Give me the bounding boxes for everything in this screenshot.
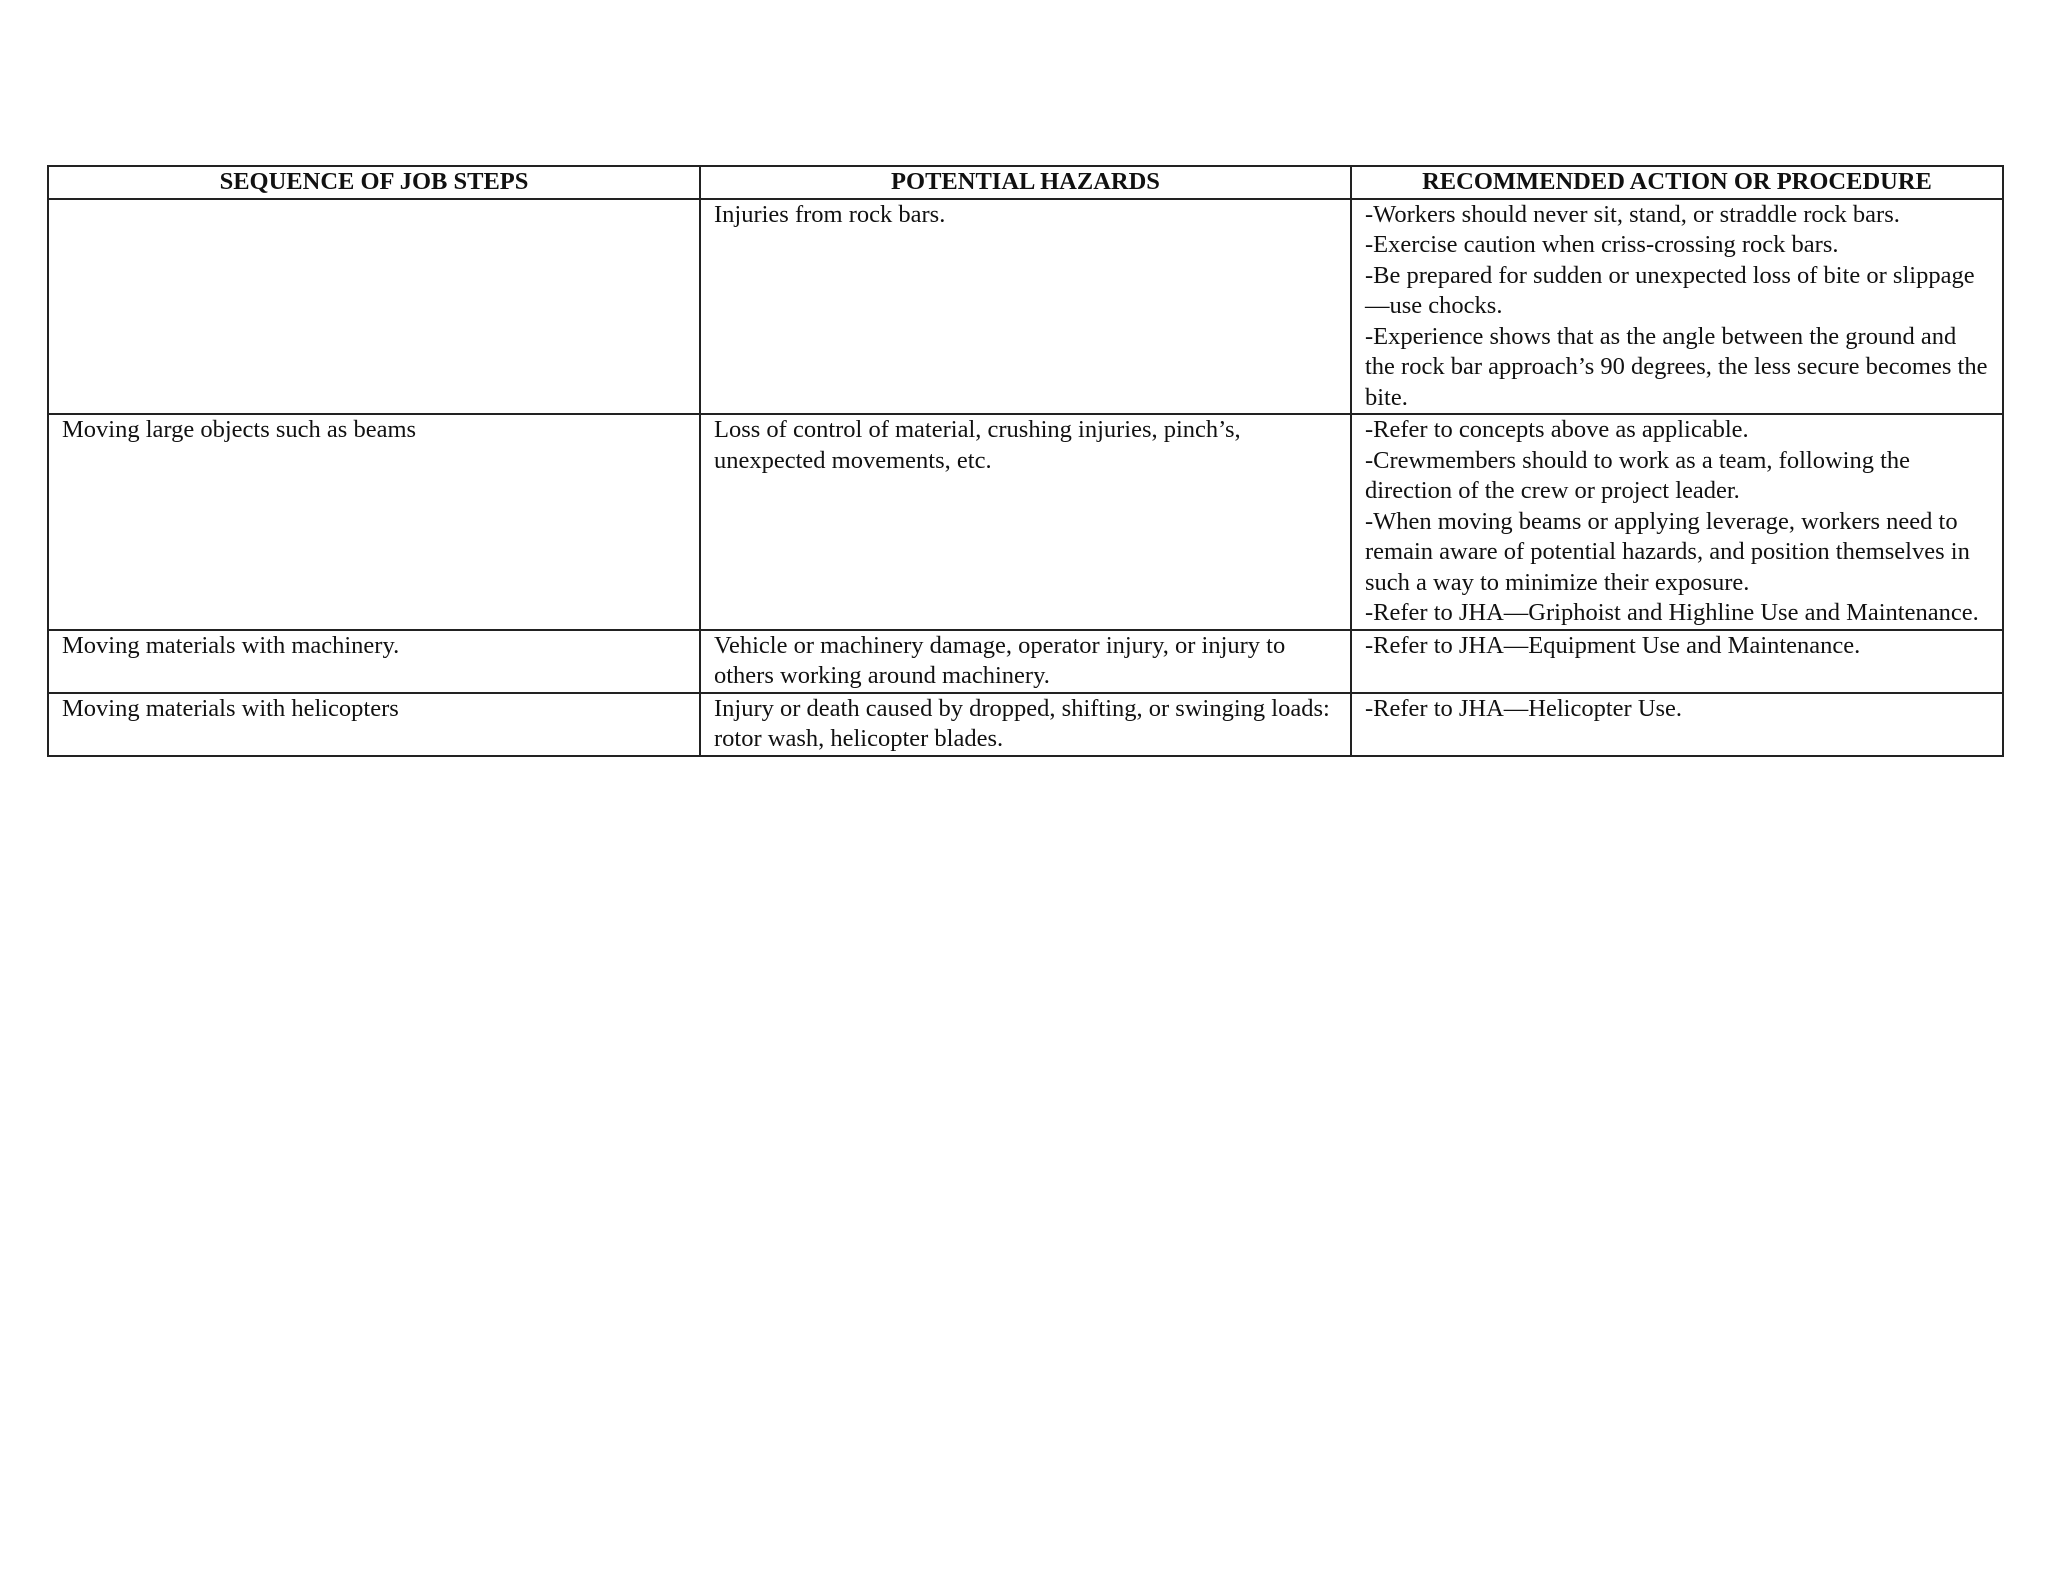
action-cell	[1351, 199, 2003, 415]
action-item: -Experience shows that as the angle between the ground and the rock bar approach’s 90 degrees, the less secure becomes the bite.	[1365, 322, 1988, 411]
action-cell	[1351, 630, 2003, 693]
table-row	[48, 414, 2003, 630]
table-header-row	[48, 166, 2003, 199]
action-item: -Be prepared for sudden or unexpected loss of bite or slippage—use chocks.	[1365, 261, 1975, 319]
action-item: -Refer to JHA—Equipment Use and Maintenance.	[1365, 631, 1861, 659]
hazard-cell: Injuries from rock bars.	[700, 199, 1351, 415]
action-item: -Refer to concepts above as applicable.	[1365, 416, 1749, 443]
job-step-cell	[48, 199, 700, 415]
hazard-cell: Loss of control of material, crushing injuries, pinch’s, unexpected movements, etc.	[700, 414, 1351, 630]
job-step-cell: Moving large objects such as beams	[48, 414, 700, 630]
action-item: -Exercise caution when criss-crossing rock bars.	[1365, 231, 1839, 258]
action-item: -When moving beams or applying leverage, workers need to remain aware of potential hazards, and position themselves in such a way to minimize their exposure.	[1365, 507, 1970, 596]
action-cell	[1351, 693, 2003, 756]
hazard-cell: Injury or death caused by dropped, shifting, or swinging loads: rotor wash, helicopter blades.	[700, 693, 1351, 756]
action-item: -Refer to JHA—Helicopter Use.	[1365, 694, 1683, 722]
header-recommended-action: RECOMMENDED ACTION OR PROCEDURE	[1351, 166, 2003, 199]
hazard-cell: Vehicle or machinery damage, operator injury, or injury to others working around machinery.	[700, 630, 1351, 693]
action-cell	[1351, 414, 2003, 630]
action-item: -Refer to JHA—Griphoist and Highline Use and Maintenance.	[1365, 599, 1979, 626]
action-item: -Crewmembers should to work as a team, following the direction of the crew or project leader.	[1365, 446, 1911, 504]
header-job-steps: SEQUENCE OF JOB STEPS	[48, 166, 700, 199]
table-row	[48, 199, 2003, 415]
table-row	[48, 630, 2003, 693]
action-item: -Workers should never sit, stand, or straddle rock bars.	[1365, 200, 1900, 228]
table-row	[48, 693, 2003, 756]
job-step-cell: Moving materials with machinery.	[48, 630, 700, 693]
job-hazard-table	[47, 165, 2004, 757]
job-step-cell: Moving materials with helicopters	[48, 693, 700, 756]
header-potential-hazards: POTENTIAL HAZARDS	[700, 166, 1351, 199]
